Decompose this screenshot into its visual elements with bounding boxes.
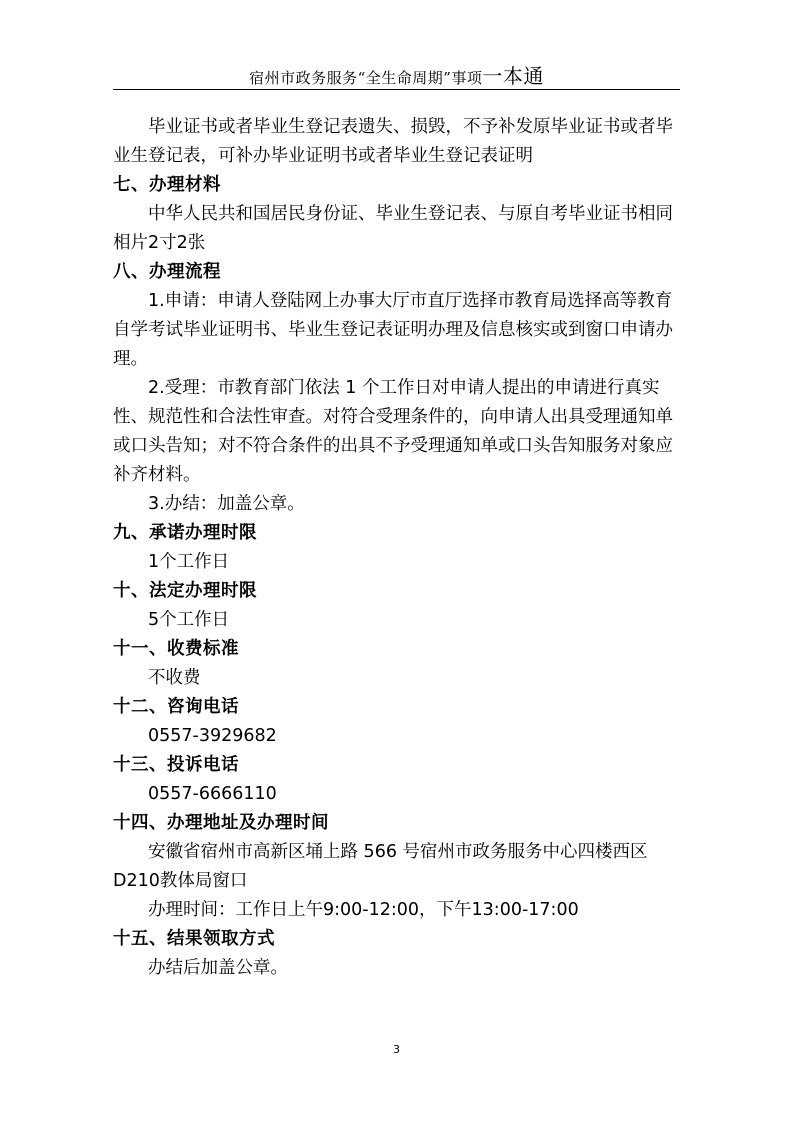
paragraph-materials: 中华人民共和国居民身份证、毕业生登记表、与原自考毕业证书相同相片2寸2张	[113, 204, 673, 253]
paragraph-process-apply: 1.申请：申请人登陆网上办事大厅市直厅选择市教育局选择高等教育自学考试毕业证明书、毕业生登记表证明办理及信息核实或到窗口申请办理。	[113, 291, 673, 369]
section-heading-result-pickup: 十五、结果领取方式	[113, 929, 275, 949]
document-body	[113, 113, 684, 983]
paragraph-promised-time: 1个工作日	[148, 552, 230, 572]
header-title-tail: 一本通	[482, 64, 544, 88]
paragraph-legal-time: 5个工作日	[148, 610, 230, 630]
section-heading-process: 八、办理流程	[113, 262, 221, 282]
paragraph-process-complete: 3.办结：加盖公章。	[148, 494, 305, 514]
paragraph-complaint-phone: 0557-6666110	[148, 784, 277, 804]
section-heading-materials: 七、办理材料	[113, 175, 221, 195]
paragraph-inquiry-phone: 0557-3929682	[148, 726, 277, 746]
paragraph-address: 安徽省宿州市高新区埇上路 566 号宿州市政务服务中心四楼西区D210教体局窗口	[113, 842, 648, 891]
header-title: 宿州市政务服务“全生命周期”事项	[249, 69, 483, 87]
section-heading-address-hours: 十四、办理地址及办理时间	[113, 813, 329, 833]
page-number: 3	[393, 1043, 400, 1056]
paragraph-process-accept: 2.受理：市教育部门依法 1 个工作日对申请人提出的申请进行真实性、规范性和合法性审查。对符合受理条件的，向申请人出具受理通知单或口头告知；对不符合条件的出具不予受理通知单或口头告知服务对象应补齐材料。	[113, 378, 673, 485]
page-header	[0, 60, 793, 89]
section-heading-promised-time: 九、承诺办理时限	[113, 523, 257, 543]
paragraph-result-pickup: 办结后加盖公章。	[148, 958, 288, 978]
section-heading-inquiry-phone: 十二、咨询电话	[113, 697, 239, 717]
section-heading-legal-time: 十、法定办理时限	[113, 581, 257, 601]
section-heading-fees: 十一、收费标准	[113, 639, 239, 659]
paragraph-reissue-note: 毕业证书或者毕业生登记表遗失、损毁，不予补发原毕业证书或者毕业生登记表，可补办毕业证明书或者毕业生登记表证明	[113, 117, 673, 166]
paragraph-hours: 办理时间：工作日上午9:00-12:00，下午13:00-17:00	[148, 900, 579, 920]
header-rule	[113, 89, 680, 90]
paragraph-fees: 不收费	[148, 668, 201, 688]
section-heading-complaint-phone: 十三、投诉电话	[113, 755, 239, 775]
